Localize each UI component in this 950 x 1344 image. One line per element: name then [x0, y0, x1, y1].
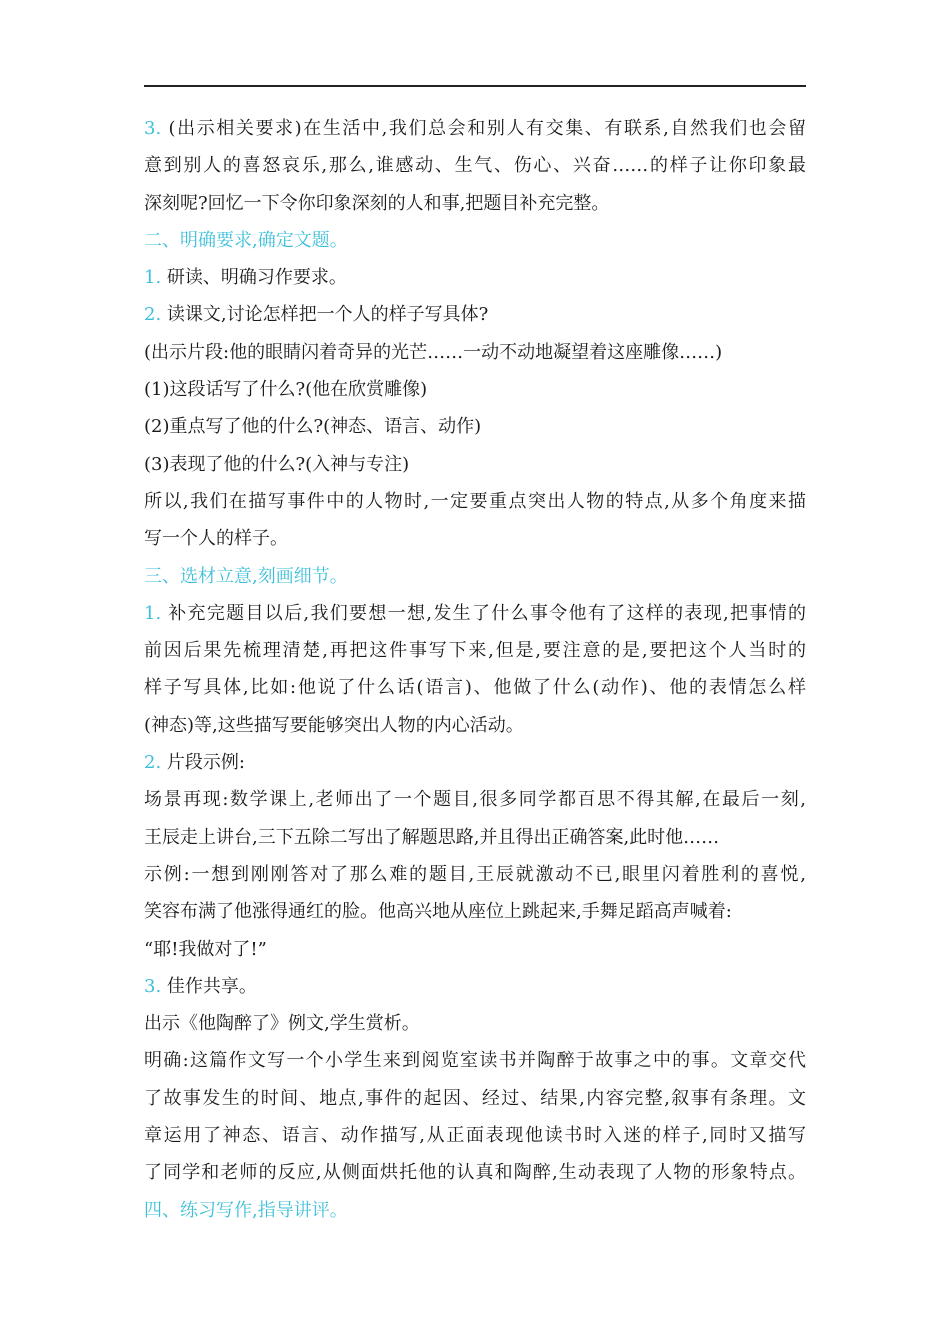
paragraph-line: [144, 1080, 806, 1117]
paragraph-line: [144, 334, 806, 371]
paragraph-line: [144, 371, 806, 408]
section-heading: 二、明确要求,确定文题。: [144, 229, 348, 251]
item-number: 3.: [144, 975, 162, 997]
paragraph-line: [144, 744, 806, 781]
line-text: 明确:这篇作文写一个小学生来到阅览室读书并陶醉于故事之中的事。文章交代: [144, 1050, 806, 1072]
paragraph-line: [144, 408, 806, 445]
paragraph-line: [144, 1042, 806, 1079]
item-number: 3.: [144, 118, 162, 139]
paragraph-line: [144, 595, 806, 632]
line-text: 意到别人的喜怒哀乐,那么,谁感动、生气、伤心、兴奋……的样子让你印象最: [144, 155, 806, 177]
section-heading: 四、练习写作,指导讲评。: [144, 1199, 348, 1221]
header-rule: [144, 85, 806, 87]
paragraph-line: [144, 110, 806, 147]
line-text: (2)重点写了他的什么?(神态、语言、动作): [144, 416, 482, 438]
item-number: 1.: [144, 602, 162, 624]
paragraph-line: [144, 893, 806, 930]
paragraph-line: [144, 259, 806, 296]
paragraph-line: [144, 296, 806, 333]
line-text: 了故事发生的时间、地点,事件的起因、经过、结果,内容完整,叙事有条理。文: [144, 1087, 806, 1109]
line-text: 样子写具体,比如:他说了什么话(语言)、他做了什么(动作)、他的表情怎么样: [144, 677, 806, 699]
item-number: 2.: [144, 752, 162, 774]
line-text: 补充完题目以后,我们要想一想,发生了什么事令他有了这样的表现,把事情的: [161, 602, 806, 624]
document-body: [144, 110, 806, 1229]
line-text: (出示相关要求)在生活中,我们总会和别人有交集、有联系,自然我们也会留: [161, 118, 806, 139]
line-text: 前因后果先梳理清楚,再把这件事写下来,但是,要注意的是,要把这个人当时的: [144, 640, 806, 662]
paragraph-line: [144, 1154, 806, 1191]
paragraph-line: [144, 520, 806, 557]
line-text: 写一个人的样子。: [144, 528, 288, 550]
paragraph-line: [144, 446, 806, 483]
line-text: 所以,我们在描写事件中的人物时,一定要重点突出人物的特点,从多个角度来描: [144, 490, 806, 512]
line-text: (3)表现了他的什么?(入神与专注): [144, 453, 410, 475]
line-text: 示例:一想到刚刚答对了那么难的题目,王辰就激动不已,眼里闪着胜利的喜悦,: [144, 863, 806, 885]
line-text: 读课文,讨论怎样把一个人的样子写具体?: [161, 304, 489, 326]
paragraph-line: [144, 147, 806, 184]
line-text: 片段示例:: [161, 752, 245, 774]
line-text: 深刻呢?回忆一下令你印象深刻的人和事,把题目补充完整。: [144, 192, 610, 214]
paragraph-line: [144, 1005, 806, 1042]
paragraph-line: [144, 483, 806, 520]
line-text: 佳作共享。: [161, 975, 257, 997]
paragraph-line: [144, 856, 806, 893]
line-text: 王辰走上讲台,三下五除二写出了解题思路,并且得出正确答案,此时他……: [144, 826, 720, 848]
line-text: “耶!我做对了!”: [144, 938, 267, 960]
paragraph-line: [144, 707, 806, 744]
paragraph-line: [144, 632, 806, 669]
paragraph-line: [144, 781, 806, 818]
paragraph-line: [144, 968, 806, 1005]
paragraph-line: [144, 819, 806, 856]
line-text: (1)这段话写了什么?(他在欣赏雕像): [144, 379, 428, 401]
line-text: 场景再现:数学课上,老师出了一个题目,很多同学都百思不得其解,在最后一刻,: [144, 789, 806, 811]
item-number: 2.: [144, 304, 162, 326]
line-text: 了同学和老师的反应,从侧面烘托他的认真和陶醉,生动表现了人物的形象特点。: [144, 1162, 806, 1184]
item-number: 1.: [144, 267, 162, 289]
line-text: 出示《他陶醉了》例文,学生赏析。: [144, 1013, 420, 1035]
line-text: 研读、明确习作要求。: [161, 267, 347, 289]
paragraph-line: [144, 1117, 806, 1154]
paragraph-line: [144, 185, 806, 222]
paragraph-line: [144, 931, 806, 968]
section-heading: 三、选材立意,刻画细节。: [144, 565, 348, 587]
line-text: (神态)等,这些描写要能够突出人物的内心活动。: [144, 714, 524, 736]
paragraph-line: [144, 669, 806, 706]
line-text: 章运用了神态、语言、动作描写,从正面表现他读书时入迷的样子,同时又描写: [144, 1125, 806, 1147]
line-text: (出示片段:他的眼睛闪着奇异的光芒……一动不动地凝望着这座雕像……): [144, 341, 723, 363]
line-text: 笑容布满了他涨得通红的脸。他高兴地从座位上跳起来,手舞足蹈高声喊着:: [144, 901, 732, 923]
